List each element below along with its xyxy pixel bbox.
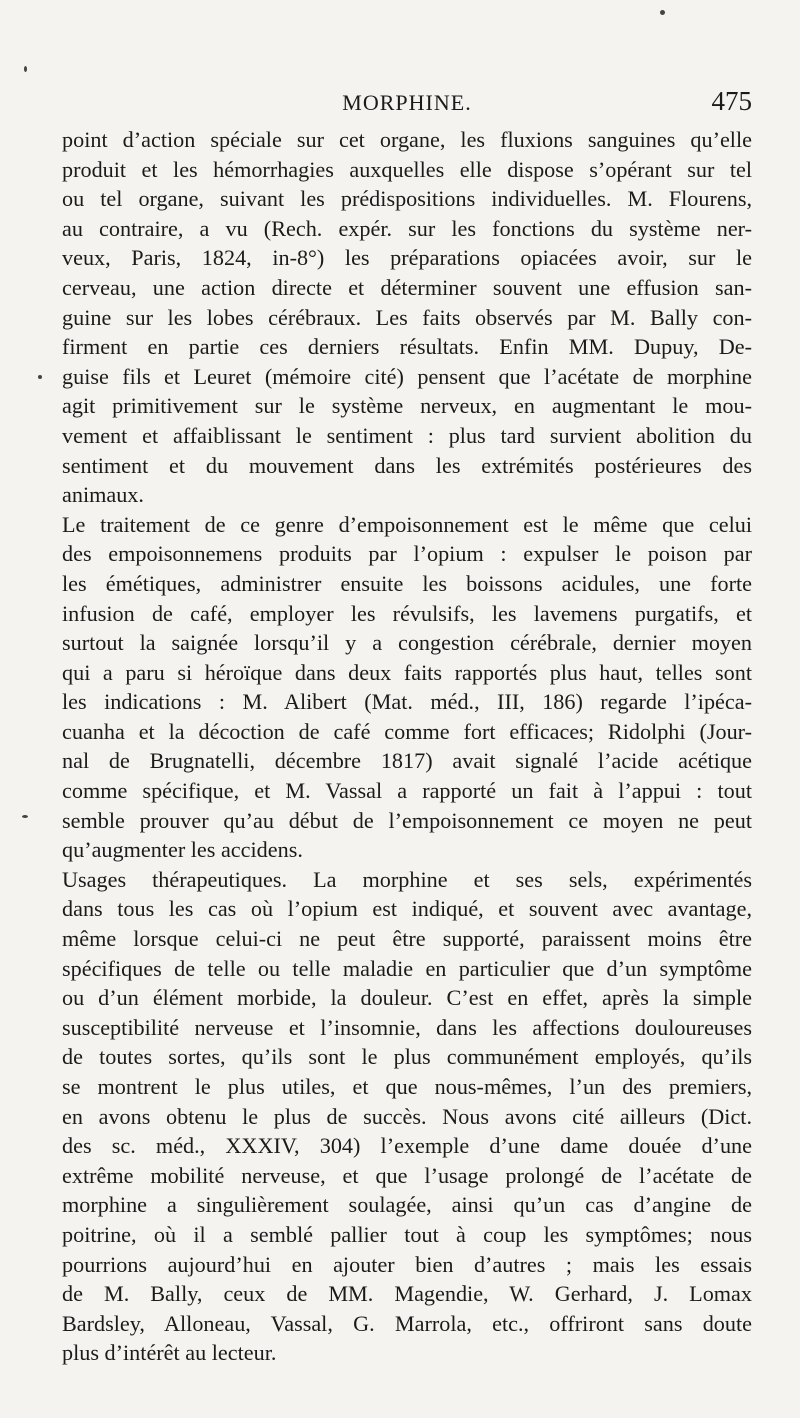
text-line: qu’augmenter les accidens. <box>62 837 303 863</box>
text-line: infusion de café, employer les révulsifs, les lavemens purgatifs, et <box>62 600 752 626</box>
text-line: Bardsley, Alloneau, Vassal, G. Marrola, etc., offriront sans doute <box>62 1310 752 1336</box>
text-line: animaux. <box>62 482 144 508</box>
text-line: susceptibilité nerveuse et l’insomnie, dans les affections douloureuses <box>62 1014 752 1040</box>
text-line: se montrent le plus utiles, et que nous-mêmes, l’un des premiers, <box>62 1074 752 1099</box>
text-line: pourrions aujourd’hui en ajouter bien d’autres ; mais les essais <box>62 1251 752 1277</box>
text-line: les indications : M. Alibert (Mat. méd., III, 186) regarde l’ipéca- <box>62 689 752 715</box>
text-line: dans tous les cas où l’opium est indiqué, et souvent avec avantage, <box>62 896 752 922</box>
running-title: MORPHINE. <box>342 90 472 115</box>
text-line: surtout la saignée lorsqu’il y a congestion cérébrale, dernier moyen <box>62 630 752 656</box>
text-line: sentiment et du mouvement dans les extrémités postérieures des <box>62 452 752 478</box>
text-line: produit et les hémorrhagies auxquelles elle dispose s’opérant sur tel <box>62 156 752 182</box>
text-line: de M. Bally, ceux de MM. Magendie, W. Gerhard, J. Lomax <box>62 1281 752 1307</box>
text-line: Le traitement de ce genre d’empoisonnement est le même que celui <box>62 511 752 537</box>
text-line: semble prouver qu’au début de l’empoisonnement ce moyen ne peut <box>62 807 752 833</box>
ink-speck <box>24 66 27 72</box>
ink-speck <box>38 375 42 379</box>
paragraph <box>62 125 752 510</box>
text-line: en avons obtenu le plus de succès. Nous avons cité ailleurs (Dict. <box>62 1103 752 1129</box>
text-line: comme spécifique, et M. Vassal a rapporté un fait à l’appui : tout <box>62 778 752 804</box>
text-line: vement et affaiblissant le sentiment : plus tard survient abolition du <box>62 422 752 448</box>
text-line: guine sur les lobes cérébraux. Les faits observés par M. Bally con- <box>62 304 752 330</box>
ink-speck <box>660 10 665 15</box>
text-line: guise fils et Leuret (mémoire cité) pensent que l’acétate de morphine <box>62 363 752 389</box>
text-line: qui a paru si héroïque dans deux faits rapportés plus haut, telles sont <box>62 659 752 685</box>
text-line: cerveau, une action directe et déterminer souvent une effusion san- <box>62 274 752 300</box>
text-line: nal de Brugnatelli, décembre 1817) avait signalé l’acide acétique <box>62 748 752 774</box>
text-line: les émétiques, administrer ensuite les boissons acidules, une forte <box>62 570 752 596</box>
text-line: plus d’intérêt au lecteur. <box>62 1340 277 1366</box>
body-text <box>62 125 752 1368</box>
paragraph <box>62 510 752 865</box>
text-line: cuanha et la décoction de café comme fort efficaces; Ridolphi (Jour- <box>62 718 752 744</box>
text-line: extrême mobilité nerveuse, et que l’usage prolongé de l’acétate de <box>62 1162 752 1188</box>
text-line: même lorsque celui-ci ne peut être supporté, paraissent moins être <box>62 926 752 952</box>
text-line: des empoisonnemens produits par l’opium : expulser le poison par <box>62 541 752 567</box>
text-line: veux, Paris, 1824, in-8°) les préparations opiacées avoir, sur le <box>62 245 752 271</box>
ink-speck <box>22 815 28 818</box>
text-line: firment en partie ces derniers résultats. Enfin MM. Dupuy, De- <box>62 334 752 360</box>
text-line: ou tel organe, suivant les prédispositions individuelles. M. Flourens, <box>62 186 752 212</box>
text-line: de toutes sortes, qu’ils sont le plus communément employés, qu’ils <box>62 1044 752 1070</box>
text-line: au contraire, a vu (Rech. expér. sur les fonctions du système ner- <box>62 215 752 241</box>
text-line: point d’action spéciale sur cet organe, les fluxions sanguines qu’elle <box>62 127 752 152</box>
text-line: spécifiques de telle ou telle maladie en particulier que d’un symptôme <box>62 955 752 981</box>
text-line: poitrine, où il a semblé pallier tout à coup les symptômes; nous <box>62 1221 752 1247</box>
text-line: morphine a singulièrement soulagée, ainsi qu’un cas d’angine de <box>62 1192 752 1218</box>
text-line: des sc. méd., XXXIV, 304) l’exemple d’une dame douée d’une <box>62 1133 752 1159</box>
page-header <box>62 88 752 122</box>
text-line: Usages thérapeutiques. La morphine et ses sels, expérimentés <box>62 866 752 892</box>
text-line: ou d’un élément morbide, la douleur. C’est en effet, après la simple <box>62 985 752 1011</box>
paragraph <box>62 865 752 1368</box>
text-line: agit primitivement sur le système nerveux, en augmentant le mou- <box>62 393 752 419</box>
page-number: 475 <box>711 86 752 116</box>
